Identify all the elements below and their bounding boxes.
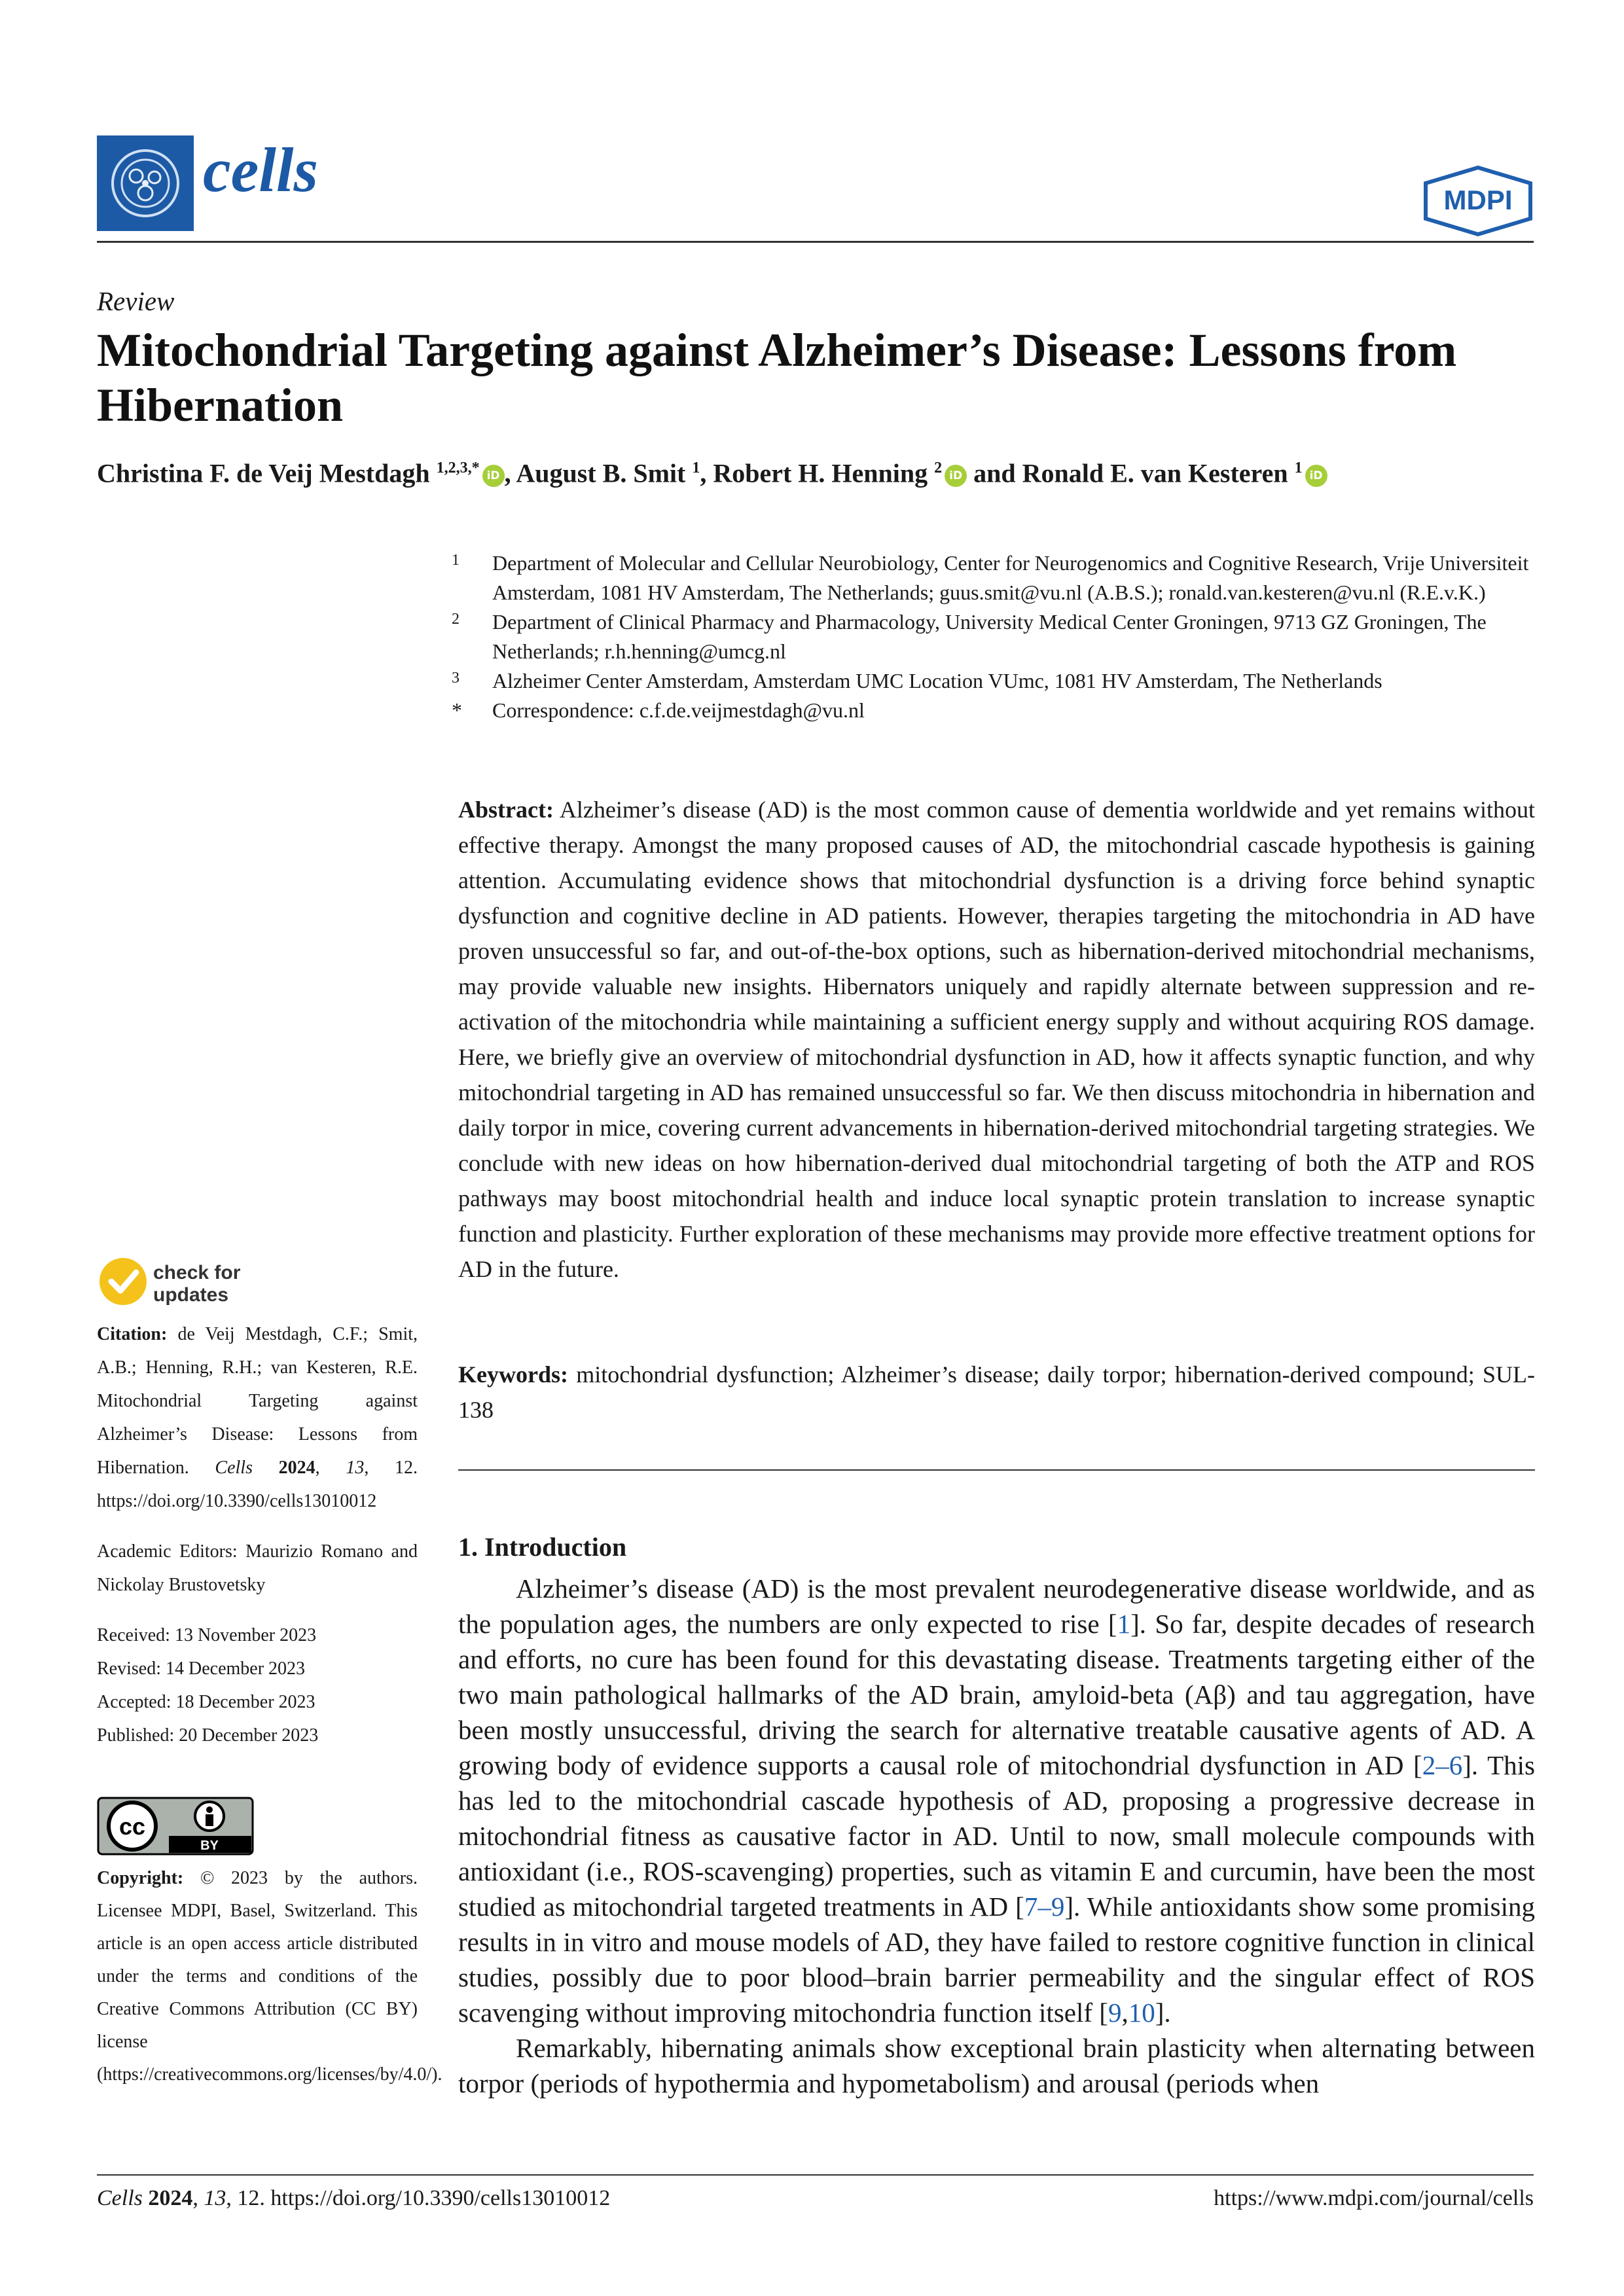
reference-link[interactable]: 7–9 [1024, 1892, 1065, 1922]
affiliation-number: 1 [452, 552, 460, 569]
affiliation-item [452, 548, 1538, 607]
abstract-text: Alzheimer’s disease (AD) is the most common cause of dementia worldwide and yet remains without effective therapy. Amongst the many proposed causes of AD, the mitochondrial cascade hypothesis is gaining attention. Accumulating evidence shows that mitochondrial dysfunction is a driving force behind synaptic dysfunction and cognitive decline in AD patients. However, therapies targeting the mitochondria in AD have proven unsuccessful so far, and out-of-the-box options, such as hibernation-derived mitochondrial mechanisms, may provide valuable new insights. Hibernators uniquely and rapidly alternate between suppression and re-activation of the mitochondria while maintaining a sufficient energy supply and without acquiring ROS damage. Here, we briefly give an overview of mitochondrial dysfunction in AD, how it affects synaptic function, and why mitochondrial targeting in AD has remained unsuccessful so far. We then discuss mitochondria in hibernation and daily torpor in mice, covering current advancements in hibernation-derived mitochondrial targeting strategies. We conclude with new ideas on how hibernation-derived dual mitochondrial targeting of both the ATP and ROS pathways may boost mitochondrial health and induce local synaptic protein translation to increase synaptic function and plasticity. Further exploration of these mechanisms may provide more effective treatment options for AD in the future. [458, 797, 1535, 1282]
copyright-text: © 2023 by the authors. Licensee MDPI, Basel, Switzerland. This article is an open access article distributed under the terms and conditions of the Creative Commons Attribution (CC BY) license (https://creativecommons.org/licenses/by/4.0/). [97, 1868, 442, 2085]
citation-text: de Veij Mestdagh, C.F.; Smit, A.B.; Henning, R.H.; van Kesteren, R.E. Mitochondrial Targeting against Alzheimer’s Disease: Lessons from Hibernation. [97, 1324, 418, 1478]
body-text: , [1121, 1998, 1128, 2028]
reference-link[interactable]: 9 [1108, 1998, 1122, 2028]
footer-citation: Cells 2024, 13, 12. https://doi.org/10.3390/cells13010012 [97, 2186, 611, 2210]
author-name: Ronald E. van Kesteren [1022, 458, 1295, 488]
body-text: ]. [1155, 1998, 1171, 2028]
sidebar-metadata [97, 1318, 418, 1769]
cells-logo-icon [97, 135, 194, 231]
check-updates-line1: check for [153, 1262, 241, 1283]
orcid-icon[interactable]: iD [1305, 465, 1327, 487]
affiliation-text: Correspondence: c.f.de.veijmestdagh@vu.nl [492, 698, 865, 722]
intro-paragraph-2: Remarkably, hibernating animals show exceptional brain plasticity when alternating between torpor (periods of hypothermia and hypometabolism) and arousal (periods when [458, 2033, 1535, 2098]
header-divider [97, 241, 1534, 243]
author-affiliation-marker: 1 [692, 459, 700, 476]
affiliation-item [452, 666, 1538, 696]
author-affiliation-marker: 1,2,3,* [436, 459, 480, 476]
affiliation-text: Alzheimer Center Amsterdam, Amsterdam UMC Location VUmc, 1081 HV Amsterdam, The Netherlands [492, 669, 1382, 692]
reference-link[interactable]: 1 [1117, 1609, 1131, 1639]
author-affiliation-marker: 2 [934, 459, 943, 476]
cc-by-license-icon[interactable] [97, 1797, 254, 1856]
intro-paragraph-1 [458, 1571, 1535, 2030]
footer-volume: 13 [204, 2186, 226, 2210]
affiliation-number: 2 [452, 611, 460, 628]
author-name: Robert H. Henning [713, 458, 935, 488]
author-affiliation-marker: 1 [1294, 459, 1303, 476]
article-type: Review [97, 286, 175, 316]
copyright-notice [97, 1862, 442, 2091]
orcid-icon[interactable]: iD [482, 465, 505, 487]
footer-journal: Cells [97, 2186, 143, 2210]
dates-block [97, 1619, 418, 1752]
affiliations [452, 548, 1538, 725]
affiliation-number: * [452, 698, 462, 722]
cc-label: cc [118, 1813, 146, 1840]
body-text: Alzheimer’s disease (AD) is the most prevalent neurodegenerative disease worldwide, and as the population ages, the numbers are only expected to rise [ [458, 1573, 1535, 1639]
body-text: ]. This has led to the mitochondrial cascade hypothesis of AD, proposing a progressive decrease in mitochondrial fitness as causative factor in AD. Until to now, small molecule compounds with antioxidant (i.e., ROS-scavenging) properties, such as vitamin E and curcumin, have been the most studied as mitochondrial targeted treatments in AD [ [458, 1750, 1535, 1922]
footer-divider [97, 2174, 1534, 2176]
keywords-label: Keywords: [458, 1361, 568, 1388]
keywords [458, 1357, 1535, 1427]
orcid-icon[interactable]: iD [945, 465, 967, 487]
mdpi-logo-text: MDPI [1443, 185, 1513, 215]
accepted-date: Accepted: 18 December 2023 [97, 1692, 316, 1712]
journal-name: cells [203, 135, 318, 205]
introduction-body [458, 1571, 1535, 2101]
body-text: ]. While antioxidants show some promising results in in vitro and mouse models of AD, they have failed to restore cognitive function in clinical studies, possibly due to poor blood–brain barrier permeability and the singular effect of ROS scavenging without improving mitochondria function itself [ [458, 1892, 1535, 2028]
author-separator: , [700, 458, 713, 488]
affiliation-item [452, 607, 1538, 666]
footer-doi[interactable]: , 12. https://doi.org/10.3390/cells13010012 [226, 2186, 611, 2210]
author-separator: , [504, 458, 516, 488]
citation-journal: Cells [215, 1458, 253, 1478]
copyright-label: Copyright: [97, 1868, 184, 1888]
abstract-label: Abstract: [458, 797, 554, 823]
citation-volume: 13 [346, 1458, 365, 1478]
citation-year: 2024 [278, 1458, 316, 1478]
cc-by-label: BY [200, 1839, 219, 1853]
abstract [458, 792, 1535, 1287]
keywords-text: mitochondrial dysfunction; Alzheimer’s disease; daily torpor; hibernation-derived compound; SUL-138 [458, 1361, 1536, 1423]
mdpi-logo-icon[interactable] [1415, 165, 1541, 237]
citation-doi[interactable]: , 12. https://doi.org/10.3390/cells13010012 [97, 1458, 418, 1511]
check-updates-line2: updates [153, 1284, 229, 1306]
revised-date: Revised: 14 December 2023 [97, 1659, 306, 1679]
citation-label: Citation: [97, 1324, 168, 1344]
author-name: Christina F. de Veij Mestdagh [97, 458, 437, 488]
check-for-updates-icon [99, 1258, 147, 1305]
published-date: Published: 20 December 2023 [97, 1725, 319, 1746]
reference-link[interactable]: 10 [1128, 1998, 1155, 2028]
section-divider [458, 1469, 1535, 1471]
article-title: Mitochondrial Targeting against Alzheimer’s Disease: Lessons from Hibernation [97, 324, 1457, 431]
received-date: Received: 13 November 2023 [97, 1625, 317, 1645]
author-separator: and [967, 458, 1022, 488]
author-list [97, 452, 1570, 490]
author-name: August B. Smit [516, 458, 693, 488]
affiliation-number: 3 [452, 670, 460, 687]
footer-year: 2024 [148, 2186, 193, 2210]
section-heading: 1. Introduction [458, 1532, 627, 1562]
affiliation-item [452, 696, 1538, 725]
body-text: ]. So far, despite decades of research and efforts, no cure has been found for this devastating disease. Treatments targeting either of the two main pathological hallmarks of the AD brain, amyloid-beta (Aβ) and tau aggregation, have been mostly unsuccessful, driving the search for alternative treatable causative agents of AD. A growing body of evidence supports a causal role of mitochondrial dysfunction in AD [ [458, 1609, 1535, 1780]
reference-link[interactable]: 2–6 [1422, 1750, 1463, 1780]
affiliation-text: Department of Molecular and Cellular Neurobiology, Center for Neurogenomics and Cognitive Research, Vrije Universiteit Amsterdam, 1081 HV Amsterdam, The Netherlands; guus.smit@vu.nl (A.B.S.); ronald.van.kesteren@vu.nl (R.E.v.K.) [492, 551, 1529, 604]
footer-journal-url[interactable]: https://www.mdpi.com/journal/cells [1214, 2186, 1534, 2210]
affiliation-text: Department of Clinical Pharmacy and Pharmacology, University Medical Center Groningen, 9713 GZ Groningen, The Netherlands; r.h.henning@umcg.nl [492, 610, 1487, 663]
academic-editors: Academic Editors: Maurizio Romano and Nickolay Brustovetsky [97, 1541, 418, 1595]
citation-block: Citation: de Veij Mestdagh, C.F.; Smit, A.B.; Henning, R.H.; van Kesteren, R.E. Mitochondrial Targeting against Alzheimer’s Disease: Lessons from Hibernation. Cells 2024, 13, 12. https://doi.org/10.3390/cells13010012 [97, 1324, 418, 1511]
check-for-updates-button[interactable] [97, 1255, 306, 1308]
